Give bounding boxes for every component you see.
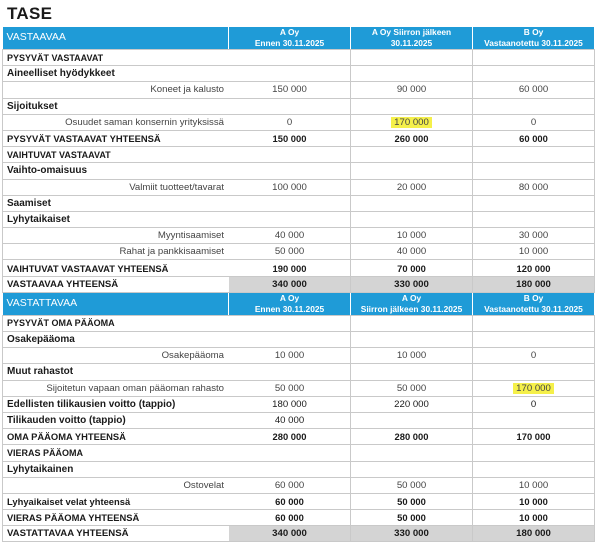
row-label: Lyhytaikaiset xyxy=(3,211,229,227)
value-cell xyxy=(351,276,473,292)
column-header-line2: Siirron jälkeen 30.11.2025 xyxy=(360,303,463,314)
value-cell xyxy=(229,244,351,260)
cell-value: 340 000 xyxy=(272,278,307,290)
value-cell xyxy=(473,412,595,428)
table-row xyxy=(3,364,595,380)
row-label: Sijoitukset xyxy=(3,98,229,114)
value-cell xyxy=(351,260,473,276)
table-row xyxy=(3,82,595,98)
column-header-line2: Ennen 30.11.2025 xyxy=(254,303,325,314)
value-cell xyxy=(229,396,351,412)
table-row xyxy=(3,114,595,130)
value-cell xyxy=(229,228,351,244)
table-row xyxy=(3,50,595,66)
value-cell xyxy=(229,195,351,211)
cell-value: 20 000 xyxy=(396,181,427,193)
value-cell xyxy=(473,82,595,98)
value-cell xyxy=(473,66,595,82)
value-cell xyxy=(229,130,351,146)
value-cell xyxy=(229,163,351,179)
row-label: PYSYVÄT OMA PÄÄOMA xyxy=(3,315,229,331)
row-label: Muut rahastot xyxy=(3,364,229,380)
value-cell xyxy=(229,147,351,163)
value-cell xyxy=(351,493,473,509)
value-cell xyxy=(351,163,473,179)
value-cell xyxy=(229,493,351,509)
cell-value: 10 000 xyxy=(518,246,549,258)
cell-value: 260 000 xyxy=(394,133,429,145)
value-cell xyxy=(229,348,351,364)
cell-value: 50 000 xyxy=(397,495,426,507)
value-cell xyxy=(351,211,473,227)
value-cell xyxy=(351,380,473,396)
table-row xyxy=(3,163,595,179)
value-cell xyxy=(473,510,595,526)
column-header xyxy=(229,292,351,315)
value-cell xyxy=(473,147,595,163)
row-label: VAIHTUVAT VASTAAVAT xyxy=(3,147,229,163)
value-cell xyxy=(351,114,473,130)
balance-sheet-table xyxy=(2,27,595,542)
row-label: VASTAAVAA YHTEENSÄ xyxy=(3,276,229,292)
cell-value: 10 000 xyxy=(519,512,548,524)
row-label: Saamiset xyxy=(3,195,229,211)
row-label: Edellisten tilikausien voitto (tappio) xyxy=(3,396,229,412)
value-cell xyxy=(473,396,595,412)
column-header-line1: A Oy Siirron jälkeen xyxy=(371,27,452,37)
value-cell xyxy=(229,82,351,98)
row-label: PYSYVÄT VASTAAVAT xyxy=(3,50,229,66)
value-cell xyxy=(229,461,351,477)
table-row xyxy=(3,244,595,260)
row-label: Osakepääoma xyxy=(3,332,229,348)
value-cell xyxy=(473,130,595,146)
table-row xyxy=(3,461,595,477)
value-cell xyxy=(473,493,595,509)
value-cell xyxy=(351,179,473,195)
table-row xyxy=(3,477,595,493)
cell-value: 340 000 xyxy=(272,528,307,540)
cell-value: 150 000 xyxy=(272,133,307,145)
value-cell xyxy=(351,147,473,163)
cell-value: 180 000 xyxy=(272,398,307,410)
value-cell xyxy=(351,348,473,364)
cell-value: 120 000 xyxy=(516,262,551,274)
value-cell xyxy=(473,260,595,276)
cell-value: 40 000 xyxy=(274,415,305,427)
row-label: VIERAS PÄÄOMA xyxy=(3,445,229,461)
cell-value: 10 000 xyxy=(396,350,427,362)
value-cell xyxy=(351,526,473,542)
table-row xyxy=(3,260,595,276)
cell-value: 60 000 xyxy=(519,133,548,145)
cell-value: 280 000 xyxy=(272,431,307,443)
column-header xyxy=(473,27,595,50)
value-cell xyxy=(229,526,351,542)
value-cell xyxy=(229,332,351,348)
row-label: VAIHTUVAT VASTAAVAT YHTEENSÄ xyxy=(3,260,229,276)
cell-value: 220 000 xyxy=(394,398,429,410)
cell-value: 0 xyxy=(530,398,537,410)
value-cell xyxy=(229,510,351,526)
value-cell xyxy=(351,445,473,461)
value-cell xyxy=(351,396,473,412)
value-cell xyxy=(351,244,473,260)
value-cell xyxy=(473,195,595,211)
table-row xyxy=(3,211,595,227)
row-label: Valmiit tuotteet/tavarat xyxy=(3,179,229,195)
cell-value: 80 000 xyxy=(518,181,549,193)
table-row xyxy=(3,380,595,396)
column-header-line1: B Oy xyxy=(523,292,544,303)
cell-value: 100 000 xyxy=(272,181,307,193)
value-cell xyxy=(351,228,473,244)
cell-value: 10 000 xyxy=(519,495,548,507)
value-cell xyxy=(473,163,595,179)
value-cell xyxy=(229,477,351,493)
section-header-row xyxy=(3,27,595,50)
value-cell xyxy=(351,477,473,493)
cell-value: 0 xyxy=(530,116,537,128)
column-header-line2: Ennen 30.11.2025 xyxy=(254,38,325,48)
column-header-line1: B Oy xyxy=(523,27,544,37)
value-cell xyxy=(229,50,351,66)
cell-value: 60 000 xyxy=(275,495,304,507)
value-cell xyxy=(351,50,473,66)
table-row xyxy=(3,276,595,292)
value-cell xyxy=(351,461,473,477)
value-cell xyxy=(351,130,473,146)
cell-value: 330 000 xyxy=(394,528,429,540)
highlighted-value: 170 000 xyxy=(513,383,554,394)
value-cell xyxy=(473,364,595,380)
table-row xyxy=(3,412,595,428)
cell-value: 40 000 xyxy=(396,246,427,258)
value-cell xyxy=(473,211,595,227)
value-cell xyxy=(351,429,473,445)
cell-value: 170 000 xyxy=(516,431,551,443)
table-row xyxy=(3,348,595,364)
value-cell xyxy=(351,364,473,380)
cell-value: 50 000 xyxy=(396,382,427,394)
row-label: Myyntisaamiset xyxy=(3,228,229,244)
value-cell xyxy=(473,332,595,348)
value-cell xyxy=(229,364,351,380)
row-label: Osakepääoma xyxy=(3,348,229,364)
row-label: Ostovelat xyxy=(3,477,229,493)
value-cell xyxy=(229,429,351,445)
column-header xyxy=(229,27,351,50)
cell-value: 40 000 xyxy=(274,230,305,242)
cell-value: 70 000 xyxy=(397,262,426,274)
highlighted-value: 170 000 xyxy=(391,117,432,128)
row-label: Tilikauden voitto (tappio) xyxy=(3,412,229,428)
value-cell xyxy=(473,50,595,66)
cell-value: 60 000 xyxy=(518,84,549,96)
cell-value: 60 000 xyxy=(275,512,304,524)
row-label: Sijoitetun vapaan oman pääoman rahasto xyxy=(3,380,229,396)
cell-value: 90 000 xyxy=(396,84,427,96)
value-cell xyxy=(351,332,473,348)
cell-value: 280 000 xyxy=(394,431,429,443)
cell-value: 0 xyxy=(286,116,293,128)
cell-value: 330 000 xyxy=(394,278,429,290)
value-cell xyxy=(229,412,351,428)
value-cell xyxy=(229,380,351,396)
row-label: Vaihto-omaisuus xyxy=(3,163,229,179)
table-row xyxy=(3,179,595,195)
value-cell xyxy=(229,66,351,82)
cell-value: 30 000 xyxy=(518,230,549,242)
row-label: VASTATTAVAA YHTEENSÄ xyxy=(3,526,229,542)
column-header-line1: A Oy xyxy=(279,292,300,303)
table-row xyxy=(3,510,595,526)
value-cell xyxy=(229,179,351,195)
cell-value: 50 000 xyxy=(397,512,426,524)
cell-value: 10 000 xyxy=(518,479,549,491)
value-cell xyxy=(351,510,473,526)
value-cell xyxy=(351,98,473,114)
value-cell xyxy=(229,260,351,276)
table-row xyxy=(3,332,595,348)
cell-value: 50 000 xyxy=(274,246,305,258)
value-cell xyxy=(473,526,595,542)
value-cell xyxy=(473,445,595,461)
value-cell xyxy=(473,98,595,114)
page-title: TASE xyxy=(7,4,53,23)
table-row xyxy=(3,195,595,211)
value-cell xyxy=(351,412,473,428)
cell-value: 0 xyxy=(530,350,537,362)
value-cell xyxy=(229,276,351,292)
table-row xyxy=(3,66,595,82)
value-cell xyxy=(229,114,351,130)
cell-value: 50 000 xyxy=(274,382,305,394)
table-row xyxy=(3,429,595,445)
value-cell xyxy=(351,315,473,331)
cell-value: 60 000 xyxy=(274,479,305,491)
cell-value: 180 000 xyxy=(516,528,551,540)
table-row xyxy=(3,130,595,146)
cell-value: 180 000 xyxy=(516,278,551,290)
table-row xyxy=(3,493,595,509)
table-row xyxy=(3,396,595,412)
column-header xyxy=(351,292,473,315)
value-cell xyxy=(473,179,595,195)
value-cell xyxy=(351,82,473,98)
value-cell xyxy=(229,315,351,331)
value-cell xyxy=(351,66,473,82)
column-header xyxy=(351,27,473,50)
row-label: OMA PÄÄOMA YHTEENSÄ xyxy=(3,429,229,445)
table-row xyxy=(3,147,595,163)
column-header-line2: Vastaanotettu 30.11.2025 xyxy=(484,303,583,314)
row-label: Koneet ja kalusto xyxy=(3,82,229,98)
column-header-line1: A Oy xyxy=(401,292,422,303)
value-cell xyxy=(351,195,473,211)
value-cell xyxy=(229,211,351,227)
value-cell xyxy=(229,98,351,114)
value-cell xyxy=(473,315,595,331)
section-header-row xyxy=(3,292,595,315)
column-header xyxy=(473,292,595,315)
cell-value: 10 000 xyxy=(396,230,427,242)
value-cell xyxy=(473,228,595,244)
value-cell xyxy=(473,348,595,364)
value-cell xyxy=(473,461,595,477)
row-label: Osuudet saman konsernin yrityksissä xyxy=(3,114,229,130)
value-cell xyxy=(473,429,595,445)
section-header-label: VASTATTAVAA xyxy=(3,292,229,315)
table-row xyxy=(3,98,595,114)
cell-value: 190 000 xyxy=(272,262,307,274)
value-cell xyxy=(473,114,595,130)
column-header-line1: A Oy xyxy=(279,27,300,37)
row-label: Aineelliset hyödykkeet xyxy=(3,66,229,82)
row-label: VIERAS PÄÄOMA YHTEENSÄ xyxy=(3,510,229,526)
value-cell xyxy=(229,445,351,461)
table-row xyxy=(3,445,595,461)
row-label: Rahat ja pankkisaamiset xyxy=(3,244,229,260)
row-label: Lyhytaikainen xyxy=(3,461,229,477)
value-cell xyxy=(473,380,595,396)
value-cell xyxy=(473,276,595,292)
cell-value: 10 000 xyxy=(274,350,305,362)
table-row xyxy=(3,315,595,331)
row-label: Lyhyaikaiset velat yhteensä xyxy=(3,493,229,509)
cell-value: 50 000 xyxy=(396,479,427,491)
value-cell xyxy=(473,244,595,260)
section-header-label: VASTAAVAA xyxy=(3,27,229,50)
value-cell xyxy=(473,477,595,493)
column-header-line2: 30.11.2025 xyxy=(390,38,433,48)
row-label: PYSYVÄT VASTAAVAT YHTEENSÄ xyxy=(3,130,229,146)
table-row xyxy=(3,526,595,542)
cell-value: 150 000 xyxy=(272,84,307,96)
column-header-line2: Vastaanotettu 30.11.2025 xyxy=(484,38,583,48)
table-row xyxy=(3,228,595,244)
